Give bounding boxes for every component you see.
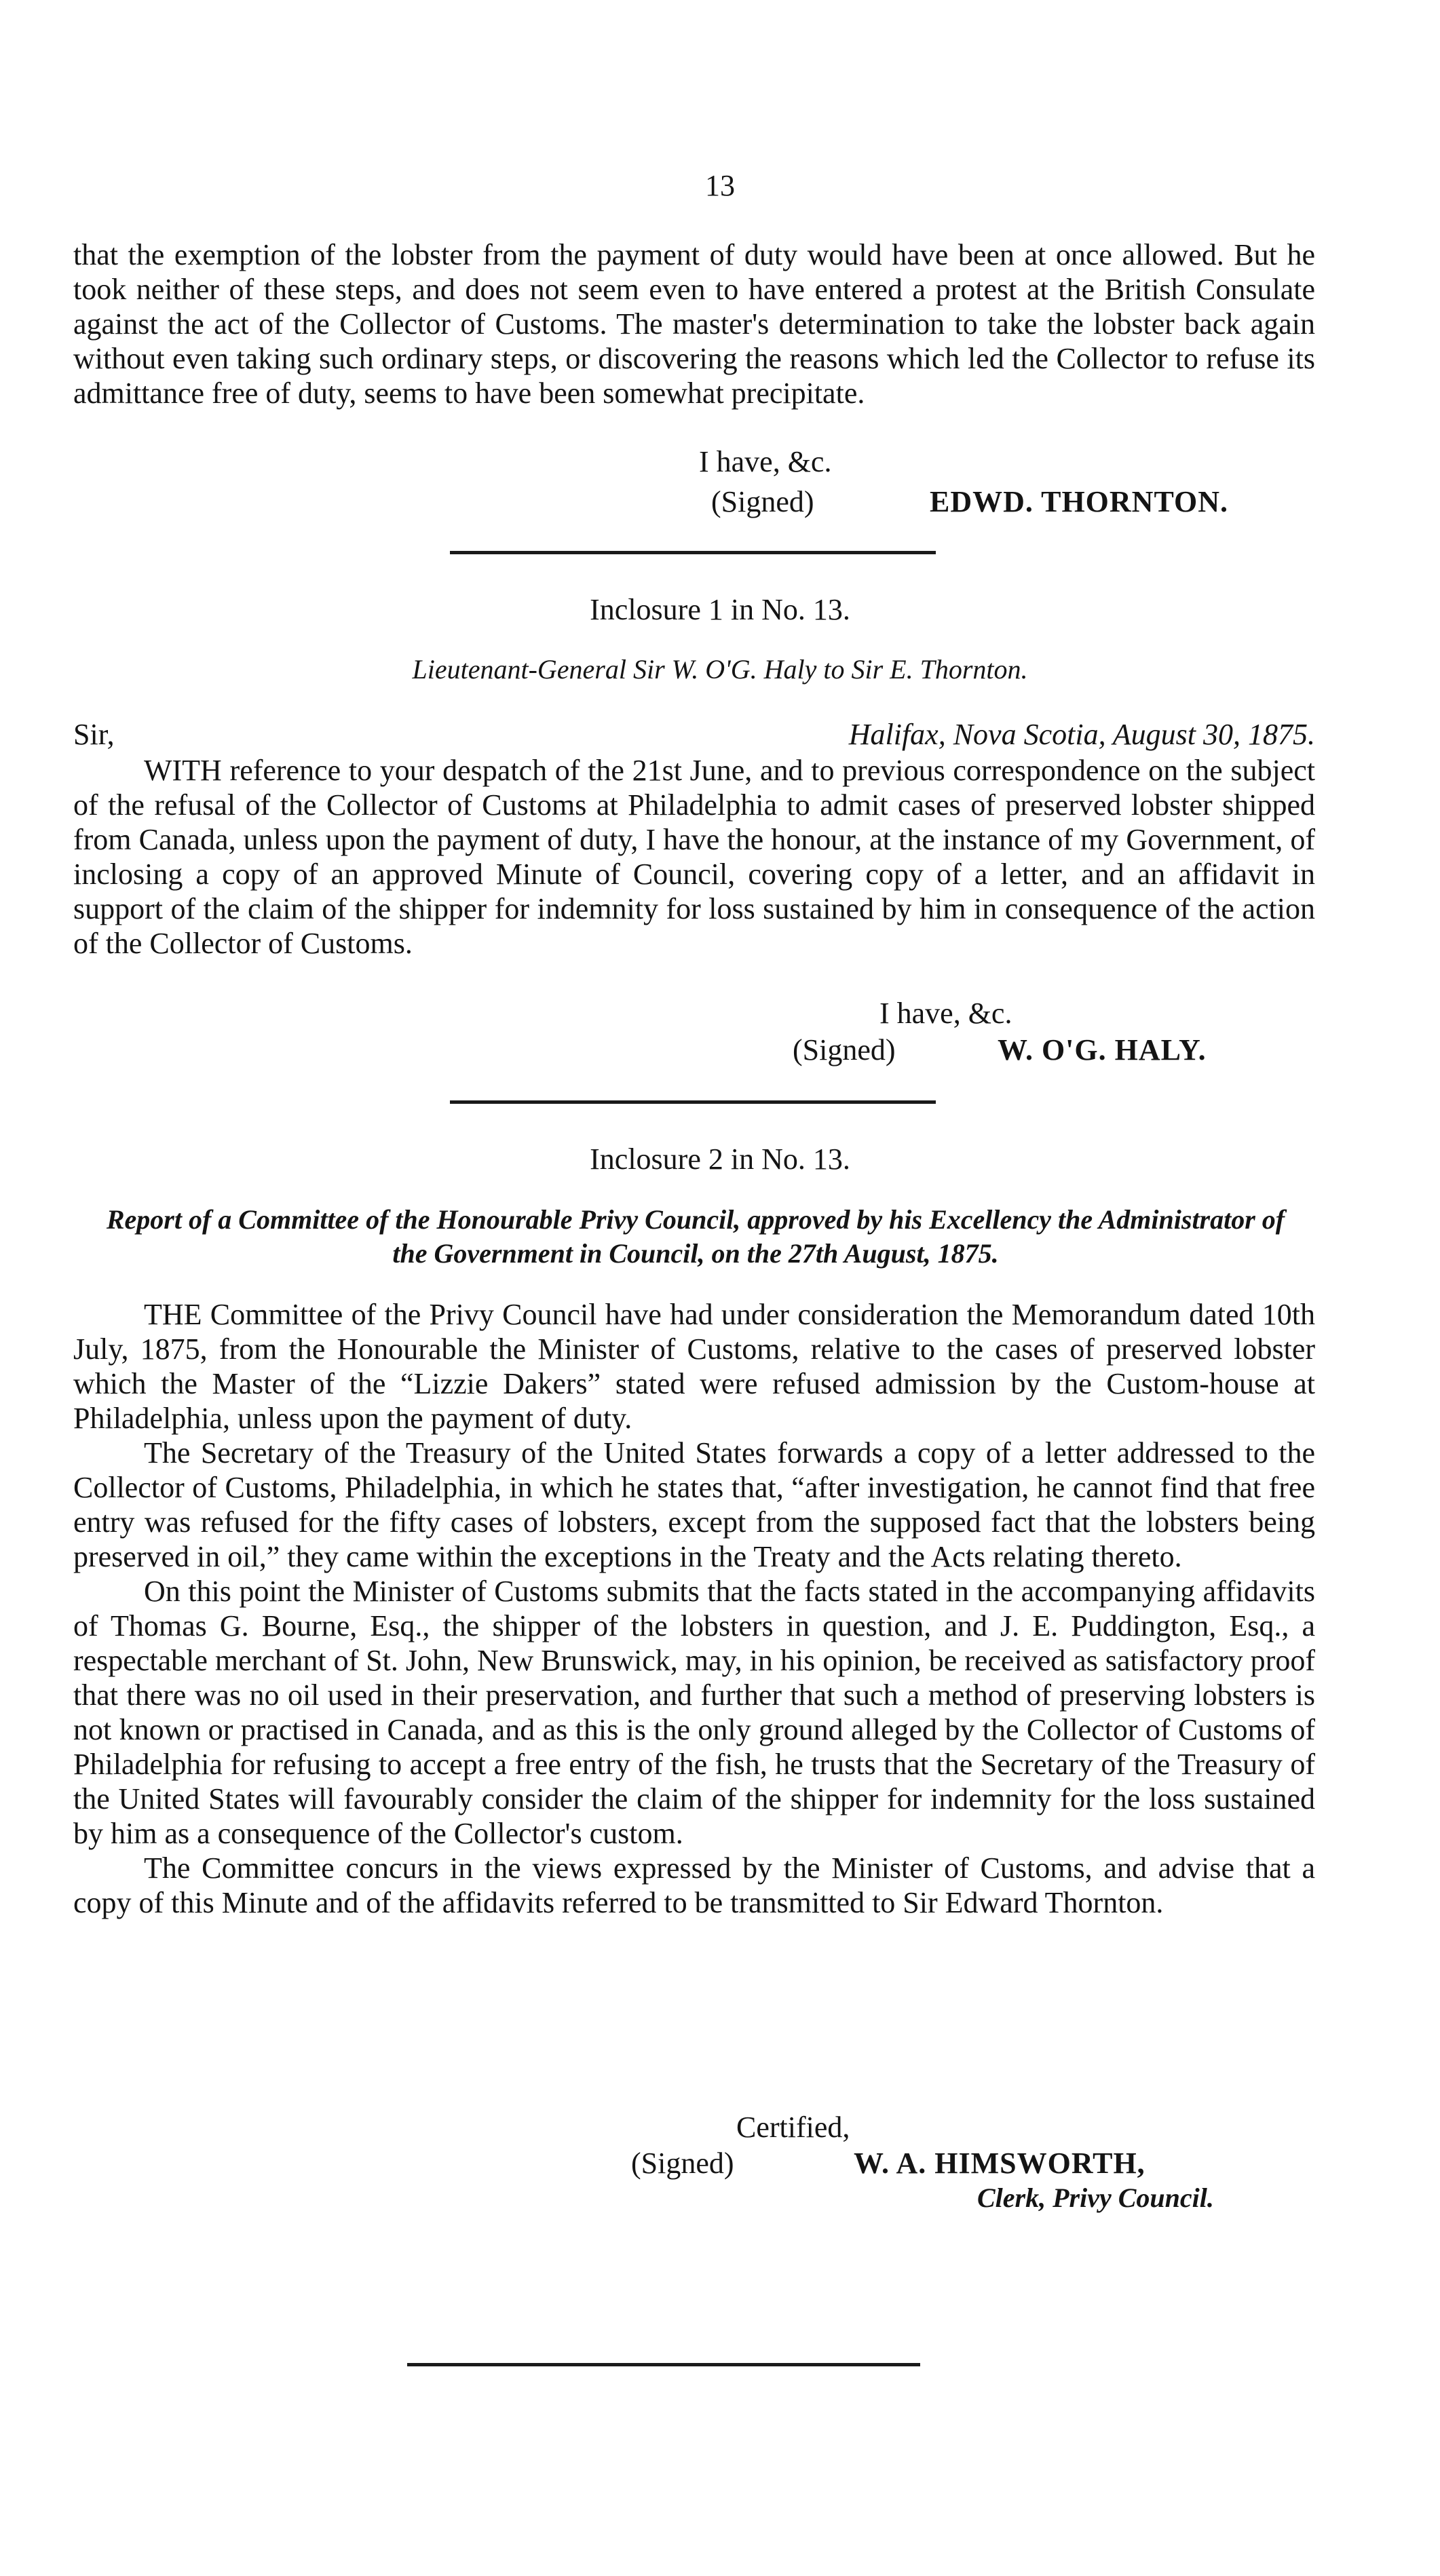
inclosure-1-subheading: Lieutenant-General Sir W. O'G. Haly to Sir E. Thornton. — [412, 654, 1028, 685]
inclosure-2-subheading: Report of a Committee of the Honourable Privy Council, approved by his Excellency the Administrator of the Government in Council, on the 27th August, 1875. — [106, 1204, 1285, 1269]
page-number: 13 — [705, 169, 735, 202]
section-divider — [450, 1100, 936, 1104]
inclosure-2-body-block — [73, 1297, 1315, 1920]
section-divider — [450, 551, 936, 554]
end-divider — [407, 2363, 920, 2366]
inclosure-1-body: WITH reference to your despatch of the 21st June, and to previous correspondence on the subject of the refusal of the Collector of Customs at Philadelphia to admit cases of preserved lobster shipped from Canada, unless upon the payment of duty, I have the honour, at the instance of my Government, of inclosing a copy of an approved Minute of Council, covering copy of a letter, and an affidavit in support of the claim of the shipper for indemnity for loss sustained by him in consequence of the action of the Collector of Customs. — [73, 754, 1315, 960]
inclosure-1-signed: (Signed) — [793, 1033, 896, 1066]
inclosure-2-signatory: W. A. HIMSWORTH, — [854, 2147, 1145, 2180]
report-paragraph-1: THE Committee of the Privy Council have had under consideration the Memorandum dated 10th July, 1875, from the Honourable the Minister of Customs, relative to the cases of preserved lobster which the Master of the “Lizzie Dakers” stated were refused admission by the Custom-house at Philadelphia, unless upon the payment of duty. — [73, 1298, 1315, 1435]
opening-signatory: EDWD. THORNTON. — [930, 485, 1229, 518]
inclosure-1-closing: I have, &c. — [879, 997, 1012, 1030]
opening-paragraph: that the exemption of the lobster from the payment of duty would have been at once allowed. But he took neither of these steps, and does not seem even to have entered a protest at the British Consulate against the act of the Collector of Customs. The master's determination to take the lobster back again without even taking such ordinary steps, or discovering the reasons which led the Collector to refuse its admittance free of duty, seems to have been somewhat precipitate. — [73, 238, 1315, 410]
inclosure-1-body-block — [73, 753, 1315, 961]
report-paragraph-3: On this point the Minister of Customs submits that the facts stated in the accompanying affidavits of Thomas G. Bourne, Esq., the shipper of the lobsters in question, and J. E. Puddington, Esq., a respectable merchant of St. John, New Brunswick, may, in his opinion, be received as satisfactory proof that there was no oil used in their preservation, and further that such a method of preserving lobsters is not known or practised in Canada, and as this is the only ground alleged by the Collector of Customs of Philadelphia for refusing to accept a free entry of the fish, he trusts that the Secretary of the Treasury of the United States will favourably consider the claim of the shipper for indemnity for the loss sustained by him as a consequence of the Collector's custom. — [73, 1575, 1315, 1850]
inclosure-2-heading: Inclosure 2 in No. 13. — [590, 1142, 850, 1176]
inclosure-1-salutation: Sir, — [73, 718, 115, 751]
inclosure-2-signed: (Signed) — [631, 2147, 734, 2180]
opening-paragraph-block — [73, 237, 1315, 410]
opening-signed: (Signed) — [711, 485, 814, 518]
opening-closing: I have, &c. — [699, 445, 832, 478]
report-paragraph-4: The Committee concurs in the views expressed by the Minister of Customs, and advise that a copy of this Minute and of the affidavits referred to be transmitted to Sir Edward Thornton. — [73, 1851, 1315, 1919]
inclosure-2-certified: Certified, — [736, 2111, 850, 2144]
inclosure-1-heading: Inclosure 1 in No. 13. — [590, 593, 850, 626]
inclosure-2-signatory-title: Clerk, Privy Council. — [977, 2183, 1214, 2213]
inclosure-1-place-date: Halifax, Nova Scotia, August 30, 1875. — [848, 718, 1315, 751]
inclosure-1-signatory: W. O'G. HALY. — [998, 1033, 1207, 1066]
report-paragraph-2: The Secretary of the Treasury of the United States forwards a copy of a letter addressed to the Collector of Customs, Philadelphia, in which he states that, “after investigation, he cannot find that free entry was refused for the fifty cases of lobsters, except from the supposed fact that the lobsters being preserved in oil,” they came within the exceptions in the Treaty and the Acts relating thereto. — [73, 1436, 1315, 1573]
